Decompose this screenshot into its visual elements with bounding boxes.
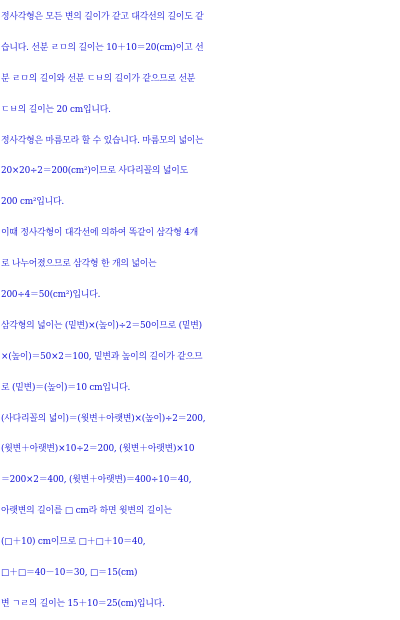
text-line: 200 cm²입니다. xyxy=(1,197,65,208)
text-line: (□＋10) cm이므로 □＋□＋10＝40, xyxy=(1,537,146,548)
text-line: ＝200×2＝400, (윗변＋아랫변)＝400÷10＝40, xyxy=(1,475,192,486)
text-line: 로 나누어졌으므로 삼각형 한 개의 넓이는 xyxy=(1,259,157,270)
text-line: 20×20÷2＝200(cm²)이므로 사다리꼴의 넓이도 xyxy=(1,166,188,177)
text-line: ㄷㅂ의 길이는 20 cm입니다. xyxy=(1,104,111,115)
text-line: (사다리꼴의 넓이)＝(윗변＋아랫변)×(높이)÷2＝200, xyxy=(1,413,206,424)
text-line: 습니다. 선분 ㄹㅁ의 길이는 10＋10＝20(cm)이고 선 xyxy=(1,42,204,53)
text-line: 분 ㄹㅁ의 길이와 선분 ㄷㅂ의 길이가 같으므로 선분 xyxy=(1,73,196,84)
text-line: 아랫변의 길이를 □ cm라 하면 윗변의 길이는 xyxy=(1,506,172,517)
text-line: 이때 정사각형이 대각선에 의하여 똑같이 삼각형 4개 xyxy=(1,228,199,239)
text-line: 로 (밑변)＝(높이)＝10 cm입니다. xyxy=(1,382,131,393)
text-line: □＋□＝40－10＝30, □＝15(cm) xyxy=(1,568,138,579)
text-line: ×(높이)＝50×2＝100, 밑변과 높이의 길이가 같으므 xyxy=(1,351,203,362)
text-line: 삼각형의 넓이는 (밑변)×(높이)÷2＝50이므로 (밑변) xyxy=(1,320,202,331)
text-line: 200÷4＝50(cm²)입니다. xyxy=(1,290,101,301)
text-line: 정사각형은 마름모라 할 수 있습니다. 마름모의 넓이는 xyxy=(1,135,204,146)
text-line: 정사각형은 모든 변의 길이가 같고 대각선의 길이도 같 xyxy=(1,12,204,22)
text-line: (윗변＋아랫변)×10÷2＝200, (윗변＋아랫변)×10 xyxy=(1,444,195,455)
text-line: 변 ㄱㄹ의 길이는 15＋10＝25(cm)입니다. xyxy=(1,598,165,609)
